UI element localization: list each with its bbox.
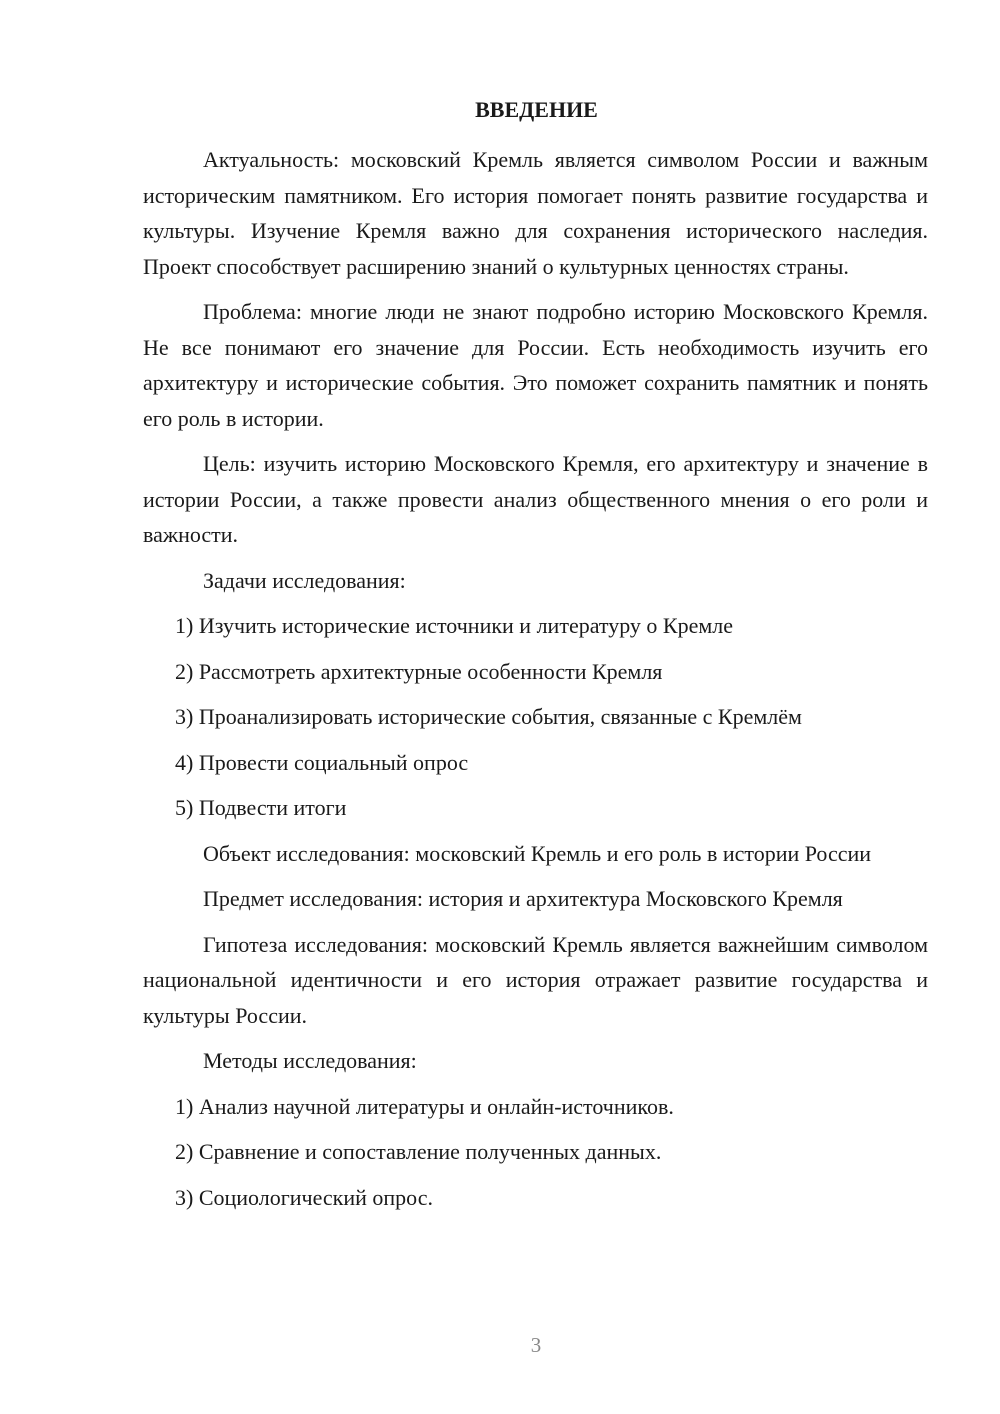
methods-label: Методы исследования:: [203, 1048, 417, 1073]
list-item: 3) Социологический опрос.: [175, 1184, 433, 1210]
methods-list: [143, 1089, 928, 1216]
hypothesis-paragraph: Гипотеза исследования: московский Кремль является важнейшим символом национальной идентичности и его история отражает развитие государства и культуры России.: [143, 931, 928, 1028]
tasks-list: [143, 608, 928, 826]
document-title: ВВЕДЕНИЕ: [475, 97, 598, 122]
page-number: 3: [530, 1333, 542, 1357]
list-item: 1) Изучить исторические источники и литературу о Кремле: [175, 613, 734, 638]
subject-paragraph: Предмет исследования: история и архитектура Московского Кремля: [203, 886, 843, 911]
list-item: 3) Проанализировать исторические события, связанные с Кремлём: [175, 704, 802, 729]
goal-paragraph: Цель: изучить историю Московского Кремля, его архитектуру и значение в истории России, а также провести анализ общественного мнения о его роли и важности.: [143, 451, 928, 547]
list-item: 4) Провести социальный опрос: [175, 749, 469, 775]
list-item: 2) Рассмотреть архитектурные особенности Кремля: [175, 658, 663, 684]
list-item: 1) Анализ научной литературы и онлайн-источников.: [175, 1093, 674, 1119]
list-item: 5) Подвести итоги: [175, 795, 347, 820]
list-item: 2) Сравнение и сопоставление полученных данных.: [175, 1139, 662, 1164]
relevance-paragraph: Актуальность: московский Кремль является символом России и важным историческим памятником. Его история помогает понять развитие государства и культуры. Изучение Кремля важно для сохранения исторического наследия. Проект способствует расширению знаний о культурных ценностях страны.: [143, 147, 928, 279]
tasks-label: Задачи исследования:: [203, 567, 406, 593]
problem-paragraph: Проблема: многие люди не знают подробно историю Московского Кремля. Не все понимают его значение для России. Есть необходимость изучить его архитектуру и исторические события. Это поможет сохранить памятник и понять его роль в истории.: [143, 299, 928, 431]
object-paragraph: Объект исследования: московский Кремль и его роль в истории России: [203, 840, 872, 866]
document-page: [143, 92, 928, 1215]
